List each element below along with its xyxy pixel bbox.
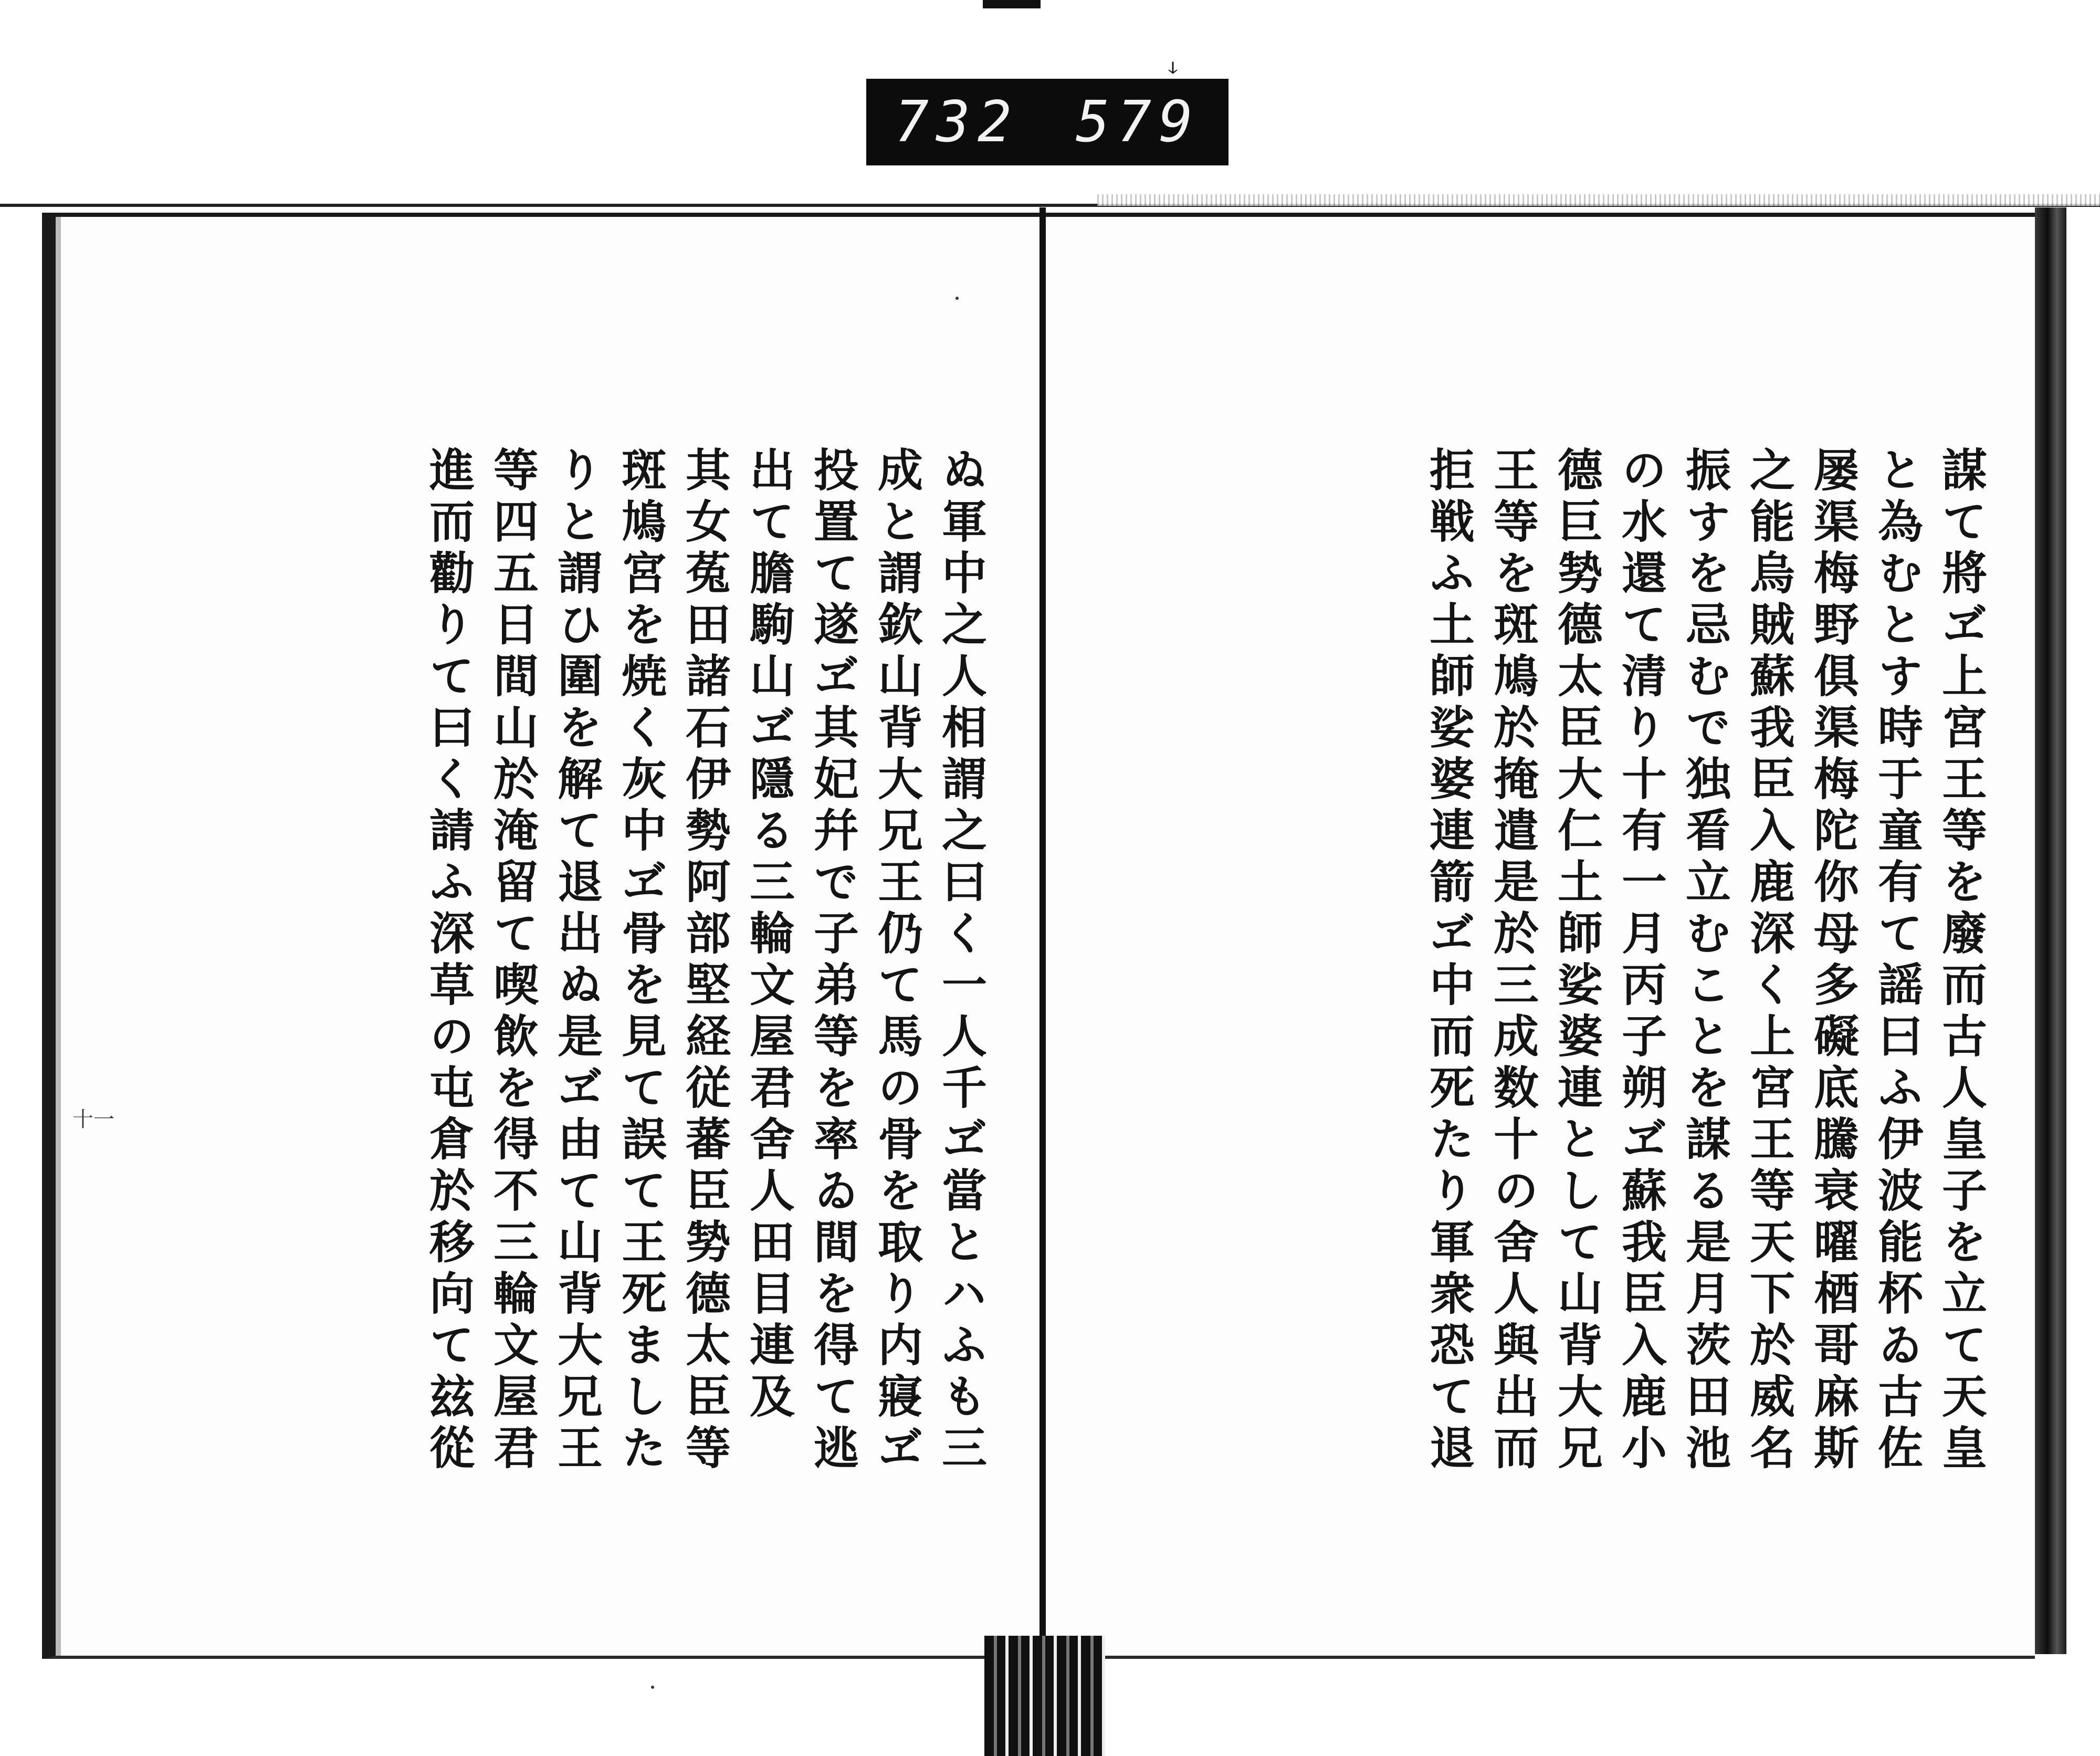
scan-noise-band (1097, 194, 2100, 206)
book-spine (984, 1636, 1105, 1756)
text-line: 其女菟田諸石伊勢阿部堅経従蕃臣㔟德太臣等 (678, 446, 731, 1476)
text-line: と為むとす時于童有て謡曰ふ伊波能杯ゐ古佐 (1870, 446, 1923, 1476)
right-page-text (1181, 446, 1992, 1497)
book-gutter (1040, 207, 1046, 1657)
pointer-arrow-icon: ↆ (1168, 57, 1178, 78)
text-line: りと謂ひ圍を解て退出ぬ是ヹ由て山背大兄王 (550, 446, 603, 1476)
text-line: 出て膽駒山ヹ隱る三輪文屋君舍人田目連及 (742, 446, 795, 1424)
text-line: 等四五日間山於淹留て喫飲を得不三輪文屋君 (486, 446, 539, 1476)
text-line: 進而勸りて曰く請ふ深草の屯倉於移向て玆從 (422, 446, 475, 1476)
text-line: 成と謂欽山背大兄王仍て馬の骨を取り内寢ヹ (870, 446, 923, 1476)
text-line: 拒戦ふ土師娑婆連箭ヹ中而死たり軍衆恐て退 (1422, 446, 1475, 1476)
page-number: 十一 (72, 1107, 114, 1132)
book-edge (2035, 207, 2066, 1654)
film-id-right: 579 (1075, 89, 1201, 155)
text-line: 振すを忌むで独㸔立むことを謀る是月茨田池 (1678, 446, 1731, 1476)
film-id-plate (866, 79, 1228, 165)
scan-speck (956, 297, 959, 300)
text-line: 之能烏賊蘇我臣入鹿深く上宮王等天下於威名 (1742, 446, 1795, 1476)
film-edge-mark (983, 0, 1041, 8)
text-line: ぬ軍中之人相謂之曰く一人千ヹ當とハふも三 (934, 446, 987, 1476)
text-line: 王等を斑鳩於掩遣是於三成数十の舍人與出而 (1486, 446, 1539, 1476)
text-line: 德巨㔟德太臣大仁土師娑婆連として山背大兄 (1550, 446, 1603, 1476)
text-line: 投置て遂ヹ其妃幷で子弟等を率ゐ間を得て逃 (806, 446, 859, 1476)
text-line: 屡渠梅野俱渠梅陀你母多礙底騰衰曜梄哥麻斯 (1806, 446, 1859, 1476)
text-line: 斑鳩宮を焼く灰中ヹ骨を見て誤て王死ました (614, 446, 667, 1476)
text-line: の水還て清り十有一月丙子朔ヹ蘇我臣入鹿小 (1614, 446, 1667, 1476)
scan-speck (651, 1686, 654, 1689)
film-id-left: 732 (894, 89, 1020, 155)
text-line: 謀て將ヹ上宮王等を廢而古人皇子を立て天皇 (1934, 446, 1987, 1476)
left-page-text (105, 446, 992, 1497)
